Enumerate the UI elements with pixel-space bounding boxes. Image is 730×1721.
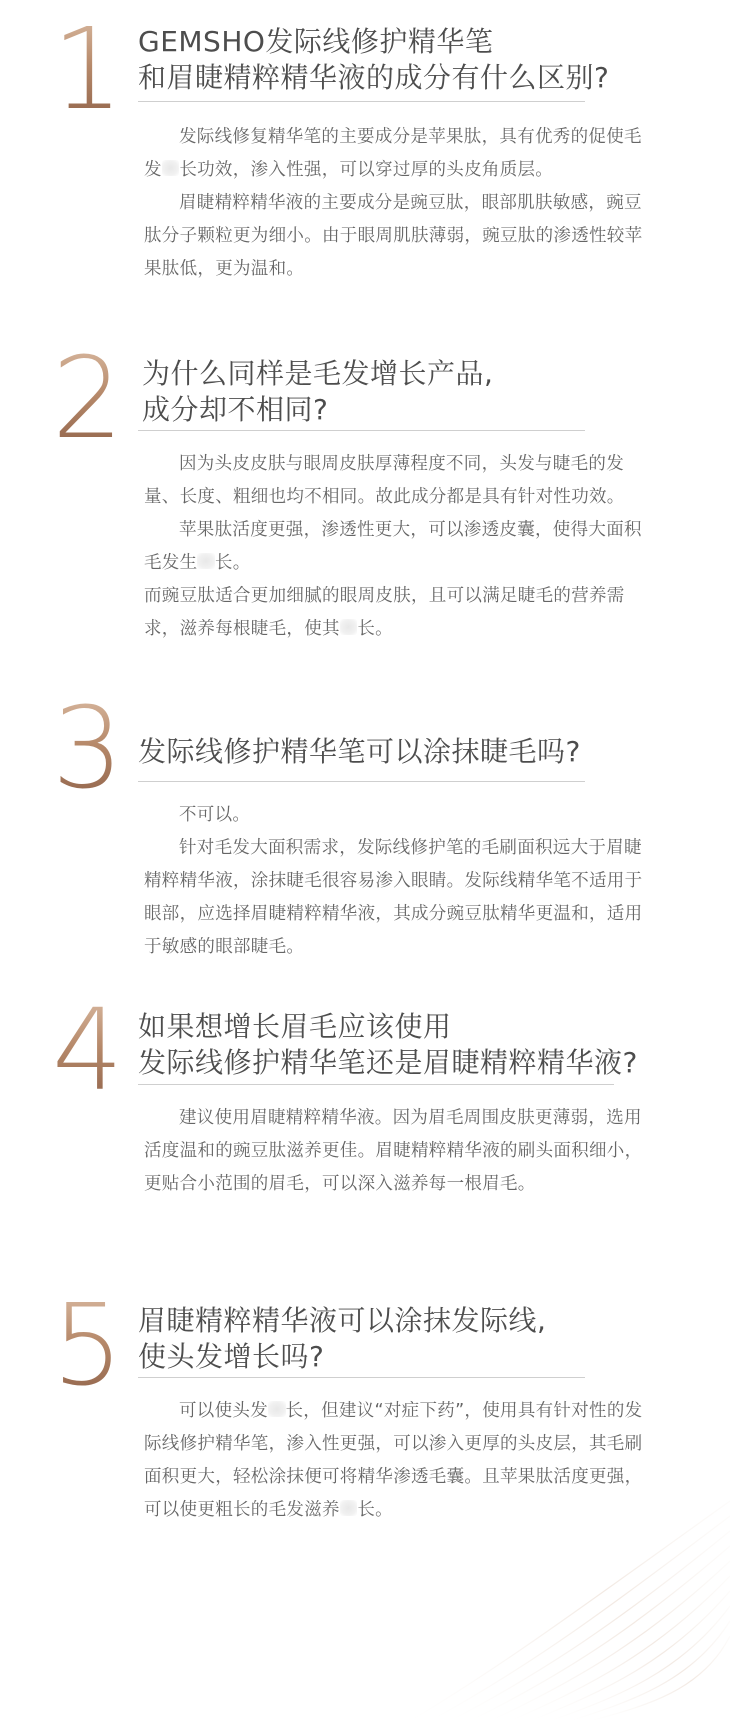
section-title <box>138 24 609 96</box>
text-run: 可以使头发 <box>179 1401 268 1421</box>
text-run: 长。 <box>214 553 251 573</box>
section-title <box>138 734 581 770</box>
section-body <box>144 1102 643 1201</box>
section-number: 3 <box>52 684 124 814</box>
title-line: 成分却不相同? <box>142 393 329 426</box>
section-body <box>144 1395 643 1527</box>
section-number: 2 <box>52 334 124 464</box>
text-run: 长，但建议“对症下药”，使用具有针对性的发际线修护精华笔，渗入性更强，可以渗入更厚的头皮层，其毛刷面积更大，轻松涂抹便可将精华渗透毛囊。且苹果肽活度更强，可以使更粗长的毛发滋养 <box>144 1401 643 1520</box>
text-run: 苹果肽活度更强，渗透性更大，可以渗透皮囊，使得大面积毛发生 <box>144 520 642 573</box>
title-divider <box>138 1084 614 1085</box>
text-run: 长。 <box>357 619 393 639</box>
blurred-character <box>162 160 180 176</box>
section-number: 1 <box>52 5 124 135</box>
title-line: 眉睫精粹精华液可以涂抹发际线, <box>138 1304 547 1337</box>
blurred-character <box>268 1401 286 1417</box>
title-line: 如果想增长眉毛应该使用 <box>138 1010 452 1043</box>
title-divider <box>138 101 585 102</box>
section-body <box>144 448 643 646</box>
text-run: 眉睫精粹精华液的主要成分是豌豆肽，眼部肌肤敏感，豌豆肽分子颗粒更为细小。由于眼周肌肤薄弱，豌豆肽的渗透性较苹果肽低，更为温和。 <box>144 193 643 279</box>
title-line: 发际线修护精华笔还是眉睫精粹精华液? <box>138 1046 638 1079</box>
title-line: GEMSHO发际线修护精华笔 <box>138 25 494 58</box>
body-paragraph <box>144 1102 643 1201</box>
title-line: 使头发增长吗? <box>138 1340 325 1373</box>
body-paragraph <box>144 448 643 514</box>
title-divider <box>138 781 585 782</box>
text-run: 建议使用眉睫精粹精华液。因为眉毛周围皮肤更薄弱，选用活度温和的豌豆肽滋养更佳。眉睫精粹精华液的刷头面积细小，更贴合小范围的眉毛，可以深入滋养每一根眉毛。 <box>144 1108 643 1194</box>
section-number: 5 <box>52 1281 124 1411</box>
body-paragraph <box>144 1395 643 1527</box>
text-run: 不可以。 <box>179 805 251 825</box>
text-run: 长功效，渗入性强，可以穿过厚的头皮角质层。 <box>179 160 554 180</box>
section-number: 4 <box>52 986 124 1116</box>
text-run: 因为头皮皮肤与眼周皮肤厚薄程度不同，头发与睫毛的发量、长度、粗细也均不相同。故此成分都是具有针对性功效。 <box>144 454 625 507</box>
body-paragraph <box>144 187 643 286</box>
section-title <box>138 1303 546 1375</box>
text-run: 针对毛发大面积需求，发际线修护笔的毛刷面积远大于眉睫精粹精华液，涂抹睫毛很容易渗入眼睛。发际线精华笔不适用于眼部，应选择眉睫精粹精华液，其成分豌豆肽精华更温和，适用于敏感的眼部睫毛。 <box>144 838 643 957</box>
section-body <box>144 799 643 964</box>
body-paragraph <box>144 832 643 964</box>
section-title <box>142 356 493 428</box>
title-divider <box>138 430 585 431</box>
blurred-character <box>340 619 358 635</box>
body-paragraph <box>144 121 643 187</box>
blurred-character <box>197 553 215 569</box>
section-title <box>138 1009 638 1081</box>
body-paragraph <box>144 514 643 580</box>
section-body <box>144 121 643 286</box>
title-divider <box>138 1377 585 1378</box>
title-line: 发际线修护精华笔可以涂抹睫毛吗? <box>138 735 581 768</box>
text-run: 发际线修复精华笔的主要成分是苹果肽，具有优秀的促使毛发 <box>144 127 642 180</box>
title-line: 和眉睫精粹精华液的成分有什么区别? <box>138 61 610 94</box>
body-paragraph <box>144 580 643 646</box>
text-run: 而豌豆肽适合更加细腻的眼周皮肤，且可以满足睫毛的营养需求，滋养每根睫毛，使其 <box>144 586 625 639</box>
title-line: 为什么同样是毛发增长产品, <box>142 357 494 390</box>
blurred-character <box>340 1500 358 1516</box>
body-paragraph <box>144 799 643 832</box>
text-run: 长。 <box>357 1500 393 1520</box>
